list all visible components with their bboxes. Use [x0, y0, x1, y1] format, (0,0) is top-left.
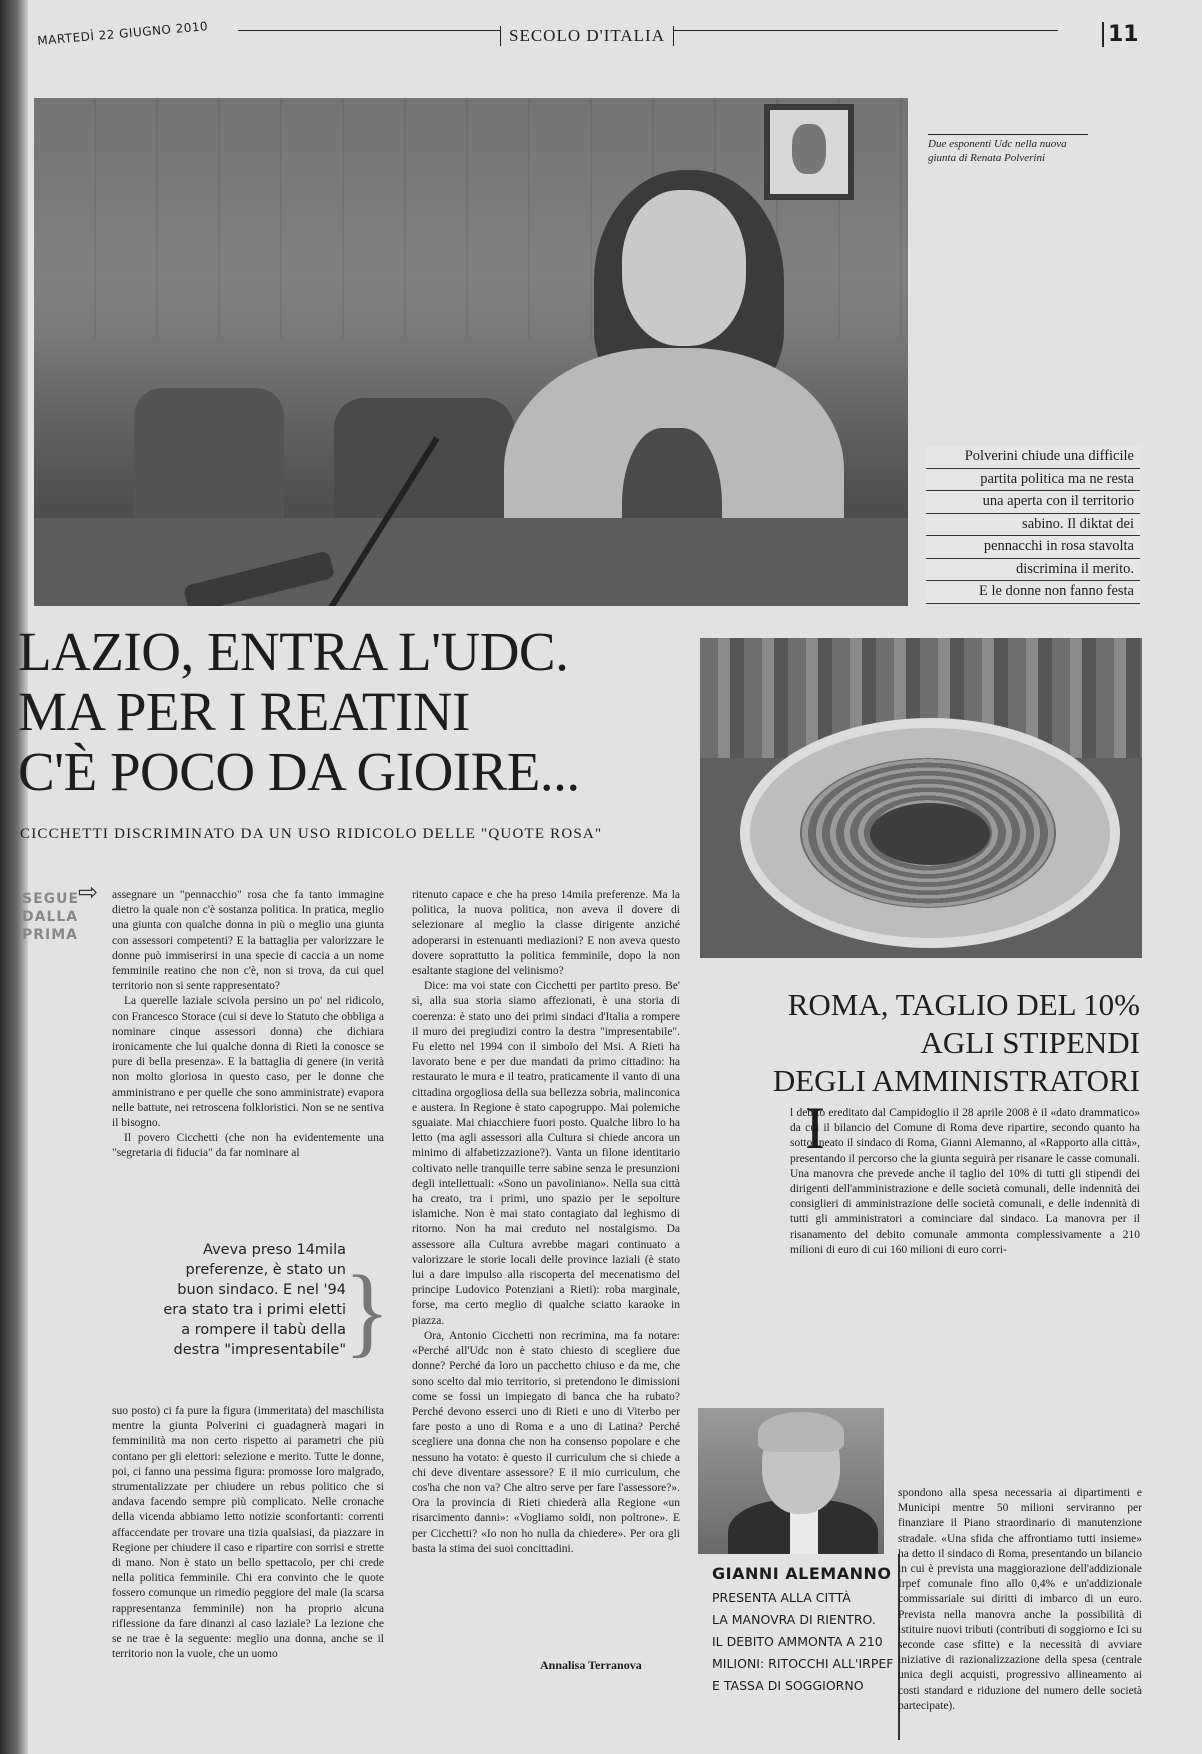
author-signature: Annalisa Terranova: [540, 1658, 642, 1672]
headline-line: MA PER I REATINI: [18, 681, 470, 742]
pull-quote: Aveva preso 14mila preferenze, è stato un buon sindaco. E nel '94 era stato tra i primi eletti a rompere il tabù della destra "impresentabile": [163, 1242, 346, 1358]
masthead-newspaper-name: SECOLO D'ITALIA: [500, 26, 674, 46]
alemanno-photo: [698, 1408, 884, 1554]
drop-cap: I: [805, 1095, 825, 1161]
portrait-frame: [764, 104, 854, 200]
colosseum-photo: [700, 638, 1142, 958]
headline-line: LAZIO, ENTRA L'UDC.: [18, 621, 569, 682]
masthead: [38, 20, 1138, 60]
main-photo-polverini: [34, 98, 908, 606]
caption-line: sabino. Il diktat dei: [926, 514, 1140, 537]
photo-caption-small: Due esponenti Udc nella nuova giunta di Renata Polverini: [928, 134, 1088, 165]
page-gutter: [0, 0, 28, 1754]
caption-line: discrimina il merito.: [926, 559, 1140, 582]
alemanno-caption: PRESENTA ALLA CITTÀ LA MANOVRA DI RIENTRO. IL DEBITO AMMONTA A 210 MILIONI: RITOCCHI ALL'IRPEF E TASSA DI SOGGIORNO: [712, 1590, 894, 1693]
segue-dalla-prima: SEGUE DALLA PRIMA: [22, 891, 80, 943]
headline-line: AGLI STIPENDI: [920, 1025, 1140, 1060]
caption-line: partita politica ma ne resta: [926, 469, 1140, 492]
arrow-right-icon: ⇨: [78, 878, 99, 906]
caption-line: una aperta con il territorio: [926, 491, 1140, 514]
article-column-1-top: assegnare un "pennacchio" rosa che fa tanto immagine dietro la quale non c'è sostanza politica. In pratica, meglio una giunta con qualche donna in più o meglio una giunta con assessori competenti? E la battaglia per valorizzare le donne può immiserirsi in una specie di caccia a un nome femminile reatino che non c'è, non si trova, da cui quel territorio non si sente rappresentato? La querelle laziale scivola persino un po' nel ridicolo, con Francesco Storace (cui si deve lo Statuto che obbliga a nominare cinque assessori donna) che dichiara ironicamente che lui qualche donna di Rieti la conosce se pure di bella presenza». E la battaglia di genere (in verità non molto gloriosa in questo caso, per le donne che amministrano e per quelle che sono amministrate) evapora nelle battute, nei retroscena folkloristici. Non se ne sentiva il bisogno. Il povero Cicchetti (che non ha evidentemente una "segretaria di fiducia" da far nominare al: [112, 889, 384, 1160]
roma-article-body-continued: spondono alla spesa necessaria ai dipartimenti e Municipi mentre 50 milioni serviranno per finanziare il Piano straordinario di manutenzione stradale. «Una sfida che affrontiamo tutti insieme» ha detto il sindaco di Roma, presentando un bilancio in cui è prevista una maggiorazione dell'addizionale Irpef comunale fino allo 0,4% e un'addizionale commissariale sui diritti di imbarco di un euro. Prevista nella manovra anche la possibilità di istituire nuovi tributi (contributi di soggiorno e Ici su seconde case sfitte) e la necessità di avviare iniziative di razionalizzazione della spesa (centrale unica degli acquisti, progressivo allineamento ai costi standard e riduzione del numero delle società partecipate).: [898, 1487, 1142, 1712]
photo-caption-box: [926, 446, 1140, 606]
article-column-2: ritenuto capace e che ha preso 14mila preferenze. Ma la politica, la nuova politica, non aveva il dovere di selezionare al meglio la classe dirigente anziché adoperarsi in estenuanti mediazioni? E non aveva questo dovere soprattutto la politica femminile, dopo la non esaltante stagione del velinismo? Dice: ma voi state con Cicchetti per partito preso. Be' sì, alla sua storia siamo affezionati, è una storia di coerenza: è stato uno dei primi sindaci d'Italia a rompere il muro dei pregiudizi contro la destra "impresentabile". Fu eletto nel 1994 con il simbolo del Msi. A Rieti ha lavorato bene e per due mandati da primo cittadino: ha restaurato le mura e il teatro, praticamente il vanto di una cittadina orgogliosa della sua bellezza sobria, malinconica e austera. In Regione è stato capogruppo. Mai polemiche sguaiate. Mai chiacchiere fuori posto. Qualche libro lo ha letto (ma agli assessori alla Cultura si chiede ancora un minimo di alfabetizzazione?). Vanta un filone identitario coltivato nelle tranquille terre sabine senza le presunzioni degli intellettuali: «Sono un pavoliniano». Nella sua città ha creato, tra i primi, uno spazio per le sepolture islamiche. Non è mai stato contagiato dal leghismo di ritorno. Non ha mai creduto nel nostalgismo. Da assessore alla Cultura avrebbe magari continuato a valorizzare le storie locali delle province laziali (è stato lui a dare impulso alla riscoperta del mecenatismo del principe Ludovico Potenziani a Rieti): roba marginale, forse, ma certo meglio di qualche sciatto karaoke in piazza. Ora, Antonio Cicchetti non recrimina, ma fa notare: «Perché all'Udc non è stato chiesto di scegliere due donne? Perché da loro un pacchetto chiuso e da me, che sono scelto dal mio territorio, si pretendono le dimissioni come se fossi un impiegato di banca che ha rubato? Perché devono esserci uno di Rieti e uno di Viterbo per fare posto a uno di Roma e a uno di Latina? Perché scegliere una donna che non ha consenso popolare e che nessuno ha votato: è questo il curriculum che si chiede a chi deve diventare assessore? E il mio curriculum, che cos'ha che non va? Che altro serve per fare l'assessore?». Ora la provincia di Rieti chiederà alla Regione «un risarcimento danni»: «Vogliamo soldi, non poltrone». E per Cicchetti? «Io non ho nulla da chiedere». Per ora gli basta la stima dei suoi concittadini.: [412, 889, 680, 1555]
headline-line: ROMA, TAGLIO DEL 10%: [787, 987, 1140, 1022]
article-column-1-bottom: suo posto) ci fa pure la figura (immeritata) del maschilista mentre la giunta Polverini ci guadagnerà magari in femminilità ma non certo rispetto ai parametri che più contano per gli elettori: selezione e merito. Tutte le donne, poi, ci fanno una pessima figura: promosse loro malgrado, strumentalizzate per chiudere un rebus politico che si andava facendo sempre più complicato. Nelle cronache della vicenda abbiamo letto notizie sconfortanti: correnti affaccendate per trovare una tizia qualsiasi, da piazzare in Regione per chiudere il caso e ripartire con sorrisi e strette di mano. Non è stato un bello spettacolo, per chi crede nella politica femminile. Chi era convinto che le quote fossero comunque un rimedio peggiore del male (la scarsa rappresentanza femminile) non ha proprio alcuna riflessione da fare dinanzi al caso laziale? La lezione che se ne trae è la seguente: meglio una donna, anche se il territorio non la vuole, che un uomo: [112, 1405, 384, 1661]
caption-line: E le donne non fanno festa: [926, 581, 1140, 604]
headline-line: C'È POCO DA GIOIRE...: [18, 741, 580, 802]
masthead-date: MARTEDÌ 22 GIUGNO 2010: [36, 19, 209, 48]
caption-line: pennacchi in rosa stavolta: [926, 536, 1140, 559]
main-headline: [18, 622, 698, 802]
caption-line: Polverini chiude una difficile: [926, 446, 1140, 469]
headline-line: DEGLI AMMINISTRATORI: [772, 1063, 1140, 1098]
alemanno-name: GIANNI ALEMANNO: [712, 1564, 892, 1583]
alemanno-caption-box: [698, 1554, 900, 1740]
page-number: 11: [1102, 22, 1139, 47]
roma-headline: [700, 986, 1140, 1100]
brace-icon: }: [344, 1254, 391, 1367]
roma-article-body: l debito ereditato dal Campidoglio il 28 aprile 2008 è il «dato drammatico» da cui il bilancio del Comune di Roma deve ripartire, secondo quanto ha sottolineato il sindaco di Roma, Gianni Alemanno, al «Rapporto alla città», presentando il percorso che la giunta seguirà per risanare le casse comunali. Una manovra che prevede anche il taglio del 10% di tutti gli stipendi dei dirigenti dell'amministrazione e delle società comunali, delle indennità dei consiglieri di amministrazione delle società comunali, e delle indennità di tutti gli amministratori a cominciare dal sindaco. La manovra per il risanamento del debito comunale ammonta complessivamente a 210 milioni di euro di cui 160 milioni di euro corri-: [790, 1107, 1140, 1256]
main-subheadline: CICCHETTI DISCRIMINATO DA UN USO RIDICOLO DELLE "QUOTE ROSA": [20, 826, 603, 842]
